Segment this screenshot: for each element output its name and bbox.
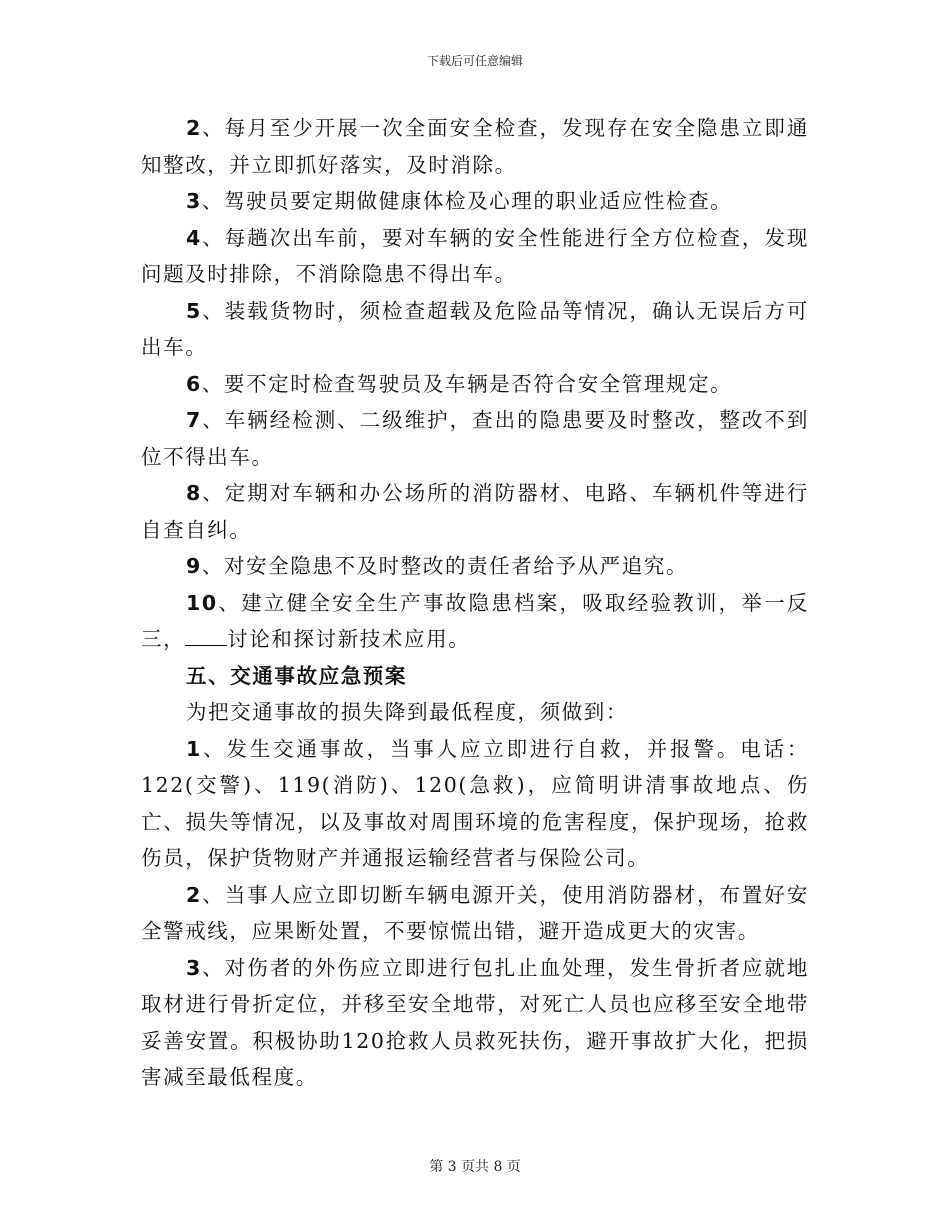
item-number: 2 <box>186 882 202 907</box>
item-text: 、对伤者的外伤应立即进行包扎止血处理，发生骨折者应就地取材进行骨折定位，并移至安全地带，对死亡人员也应移至安全地带妥善安置。积极协助120抢救人员救死扶伤，避开事故扩大化，把损害减至最低程度。 <box>141 955 809 1089</box>
section-intro: 为把交通事故的损失降到最低程度，须做到： <box>186 700 628 724</box>
item-number: 10 <box>186 590 218 615</box>
list-item <box>141 220 809 293</box>
item-number: 3 <box>186 189 202 213</box>
item-text: 、车辆经检测、二级维护，查出的隐患要及时整改，整改不到位不得出车。 <box>141 408 809 469</box>
item-number: 3 <box>186 955 202 980</box>
list-item <box>141 950 809 1096</box>
item-number: 4 <box>186 225 202 250</box>
item-text: 、每趟次出车前，要对车辆的安全性能进行全方位检查，发现问题及时排除，不消除隐患不得出车。 <box>141 225 809 286</box>
fill-in-blank <box>185 625 227 646</box>
list-item <box>141 402 809 475</box>
item-number: 9 <box>186 554 202 578</box>
item-text: 、发生交通事故，当事人应立即进行自救，并报警。电话：122(交警)、119(消防)、120(急救)，应简明讲清事故地点、伤亡、损失等情况，以及事故对周围环境的危害程度，保护现场，抢救伤员，保护货物财产并通报运输经营者与保险公司。 <box>141 736 809 870</box>
list-item <box>141 585 809 658</box>
list-item <box>141 293 809 366</box>
item-number: 6 <box>186 371 202 396</box>
item-text: 、对安全隐患不及时整改的责任者给予从严追究。 <box>201 554 689 578</box>
item-text: 、当事人应立即切断车辆电源开关，使用消防器材，布置好安全警戒线，应果断处置，不要惊慌出错，避开造成更大的灾害。 <box>141 882 809 943</box>
list-item <box>141 731 809 877</box>
item-text: 、驾驶员要定期做健康体检及心理的职业适应性检查。 <box>201 189 733 213</box>
item-number: 5 <box>186 298 202 323</box>
item-number: 1 <box>186 736 202 761</box>
item-number: 8 <box>186 481 202 505</box>
list-item <box>141 548 809 585</box>
item-text: 、每月至少开展一次全面安全检查，发现存在安全隐患立即通知整改，并立即抓好落实，及时消除。 <box>141 116 809 177</box>
item-number: 2 <box>186 116 202 140</box>
list-item <box>141 877 809 950</box>
item-number: 7 <box>186 408 202 432</box>
item-text-continued: 讨论和探讨新技术应用。 <box>227 627 471 651</box>
item-text: 、装载货物时，须检查超载及危险品等情况，确认无误后方可出车。 <box>141 298 809 359</box>
item-text: 、定期对车辆和办公场所的消防器材、电路、车辆机件等进行自查自纠。 <box>141 481 809 542</box>
page-number: 第 3 页共 8 页 <box>429 1159 521 1175</box>
section-heading: 五、交通事故应急预案 <box>186 663 407 688</box>
item-text: 、建立健全安全生产事故隐患档案，吸取经验教训，举一反三， <box>141 590 809 651</box>
page-header: 下载后可任意编辑 <box>426 54 523 68</box>
list-item <box>141 183 809 220</box>
document-body <box>141 110 809 1096</box>
item-text: 、要不定时检查驾驶员及车辆是否符合安全管理规定。 <box>201 371 733 396</box>
list-item <box>141 475 809 548</box>
list-item <box>141 366 809 403</box>
list-item <box>141 110 809 183</box>
